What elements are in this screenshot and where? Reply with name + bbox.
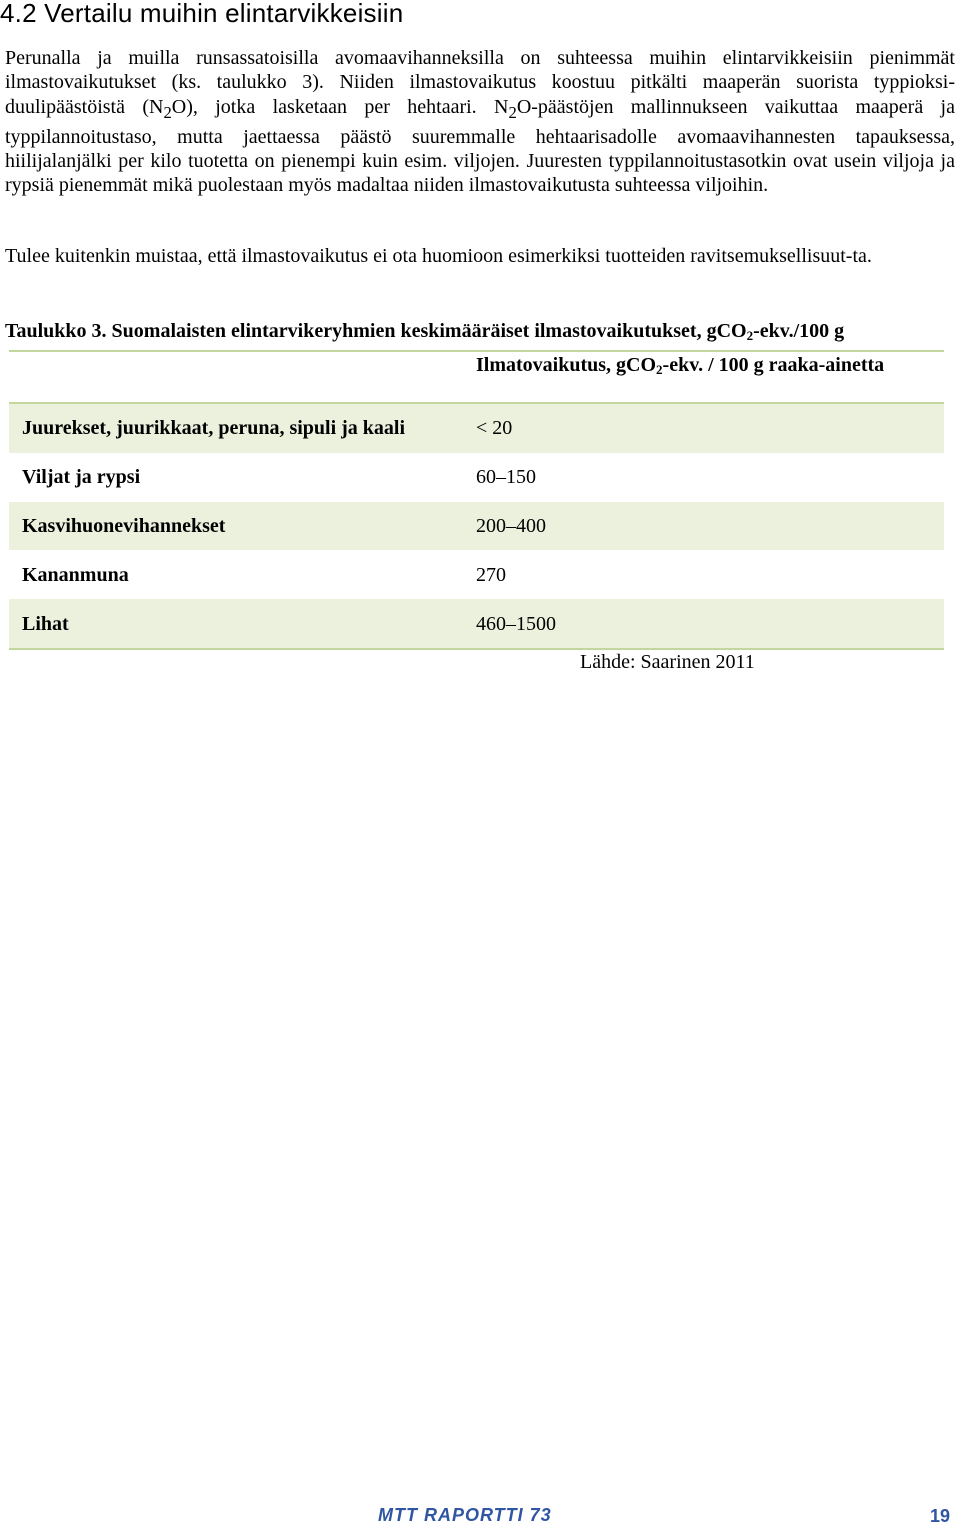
column-header-subscript: 2	[656, 362, 663, 377]
table-caption	[5, 319, 844, 345]
table-top-rule	[9, 350, 944, 352]
row-category: Kasvihuonevihannekset	[22, 514, 226, 537]
row-value: 200–400	[476, 514, 546, 537]
paragraph-1-text-1: Perunalla ja muilla runsassatoisilla avomaavihanneksilla on suhteessa muihin elintarvikkeisiin pienimmät ilmastovaikutukset (ks. taulukko 3). Niiden ilmastovaikutus koostuu pitkälti maaperän suorista typpioksi-duulipäästöistä (N	[5, 47, 955, 118]
body-paragraph-2: Tulee kuitenkin muistaa, että ilmastovaikutus ei ota huomioon esimerkiksi tuotteiden ravitsemuksellisuut-ta.	[5, 245, 872, 267]
section-heading: 4.2 Vertailu muihin elintarvikkeisiin	[0, 0, 404, 28]
table-row	[9, 502, 944, 551]
body-paragraph-1	[5, 46, 955, 198]
subscript-2: 2	[508, 102, 517, 122]
row-category: Viljat ja rypsi	[22, 466, 141, 489]
table-row	[9, 599, 944, 648]
table-row	[9, 550, 944, 599]
row-value: < 20	[476, 417, 513, 440]
row-value: 270	[476, 563, 506, 586]
table-column-header	[476, 353, 884, 379]
caption-unit: -ekv./100 g	[753, 320, 845, 342]
row-category: Kananmuna	[22, 563, 129, 586]
row-value: 60–150	[476, 466, 536, 489]
row-value: 460–1500	[476, 612, 556, 635]
row-category: Juurekset, juurikkaat, peruna, sipuli ja kaali	[22, 417, 406, 440]
row-category: Lihat	[22, 612, 69, 635]
table-source: Lähde: Saarinen 2011	[580, 651, 755, 673]
table-bottom-rule	[9, 648, 944, 650]
footer-publication-title: MTT RAPORTTI 73	[378, 1505, 552, 1525]
paragraph-1-text-3: O-päästöjen mallinnukseen vaikuttaa maaperä ja typpilannoitustaso, mutta jaettaessa päästö suuremmalle hehtaarisadolle avomaavihannesten tapauksessa, hiilijalanjälki per kilo tuotetta on pienempi kuin esim. viljojen. Juuresten typpilannoitustasotkin ovat usein viljoja ja rypsiä pienemmät mikä puolestaan myös madaltaa niiden ilmastovaikutusta suhteessa viljoihin.	[5, 95, 955, 197]
footer-page-number: 19	[930, 1506, 951, 1526]
paragraph-1-text-2: O), jotka lasketaan per hehtaari. N	[171, 95, 509, 118]
caption-subscript: 2	[746, 328, 754, 343]
table-row	[9, 453, 944, 502]
emissions-table	[9, 404, 944, 648]
caption-text: Taulukko 3. Suomalaisten elintarvikeryhmien keskimääräiset ilmastovaikutukset, gCO	[5, 320, 747, 342]
column-header-text: Ilmatovaikutus, gCO	[476, 354, 657, 376]
subscript-2: 2	[163, 102, 172, 122]
table-row	[9, 404, 944, 453]
column-header-unit: -ekv. / 100 g raaka-ainetta	[662, 354, 885, 376]
